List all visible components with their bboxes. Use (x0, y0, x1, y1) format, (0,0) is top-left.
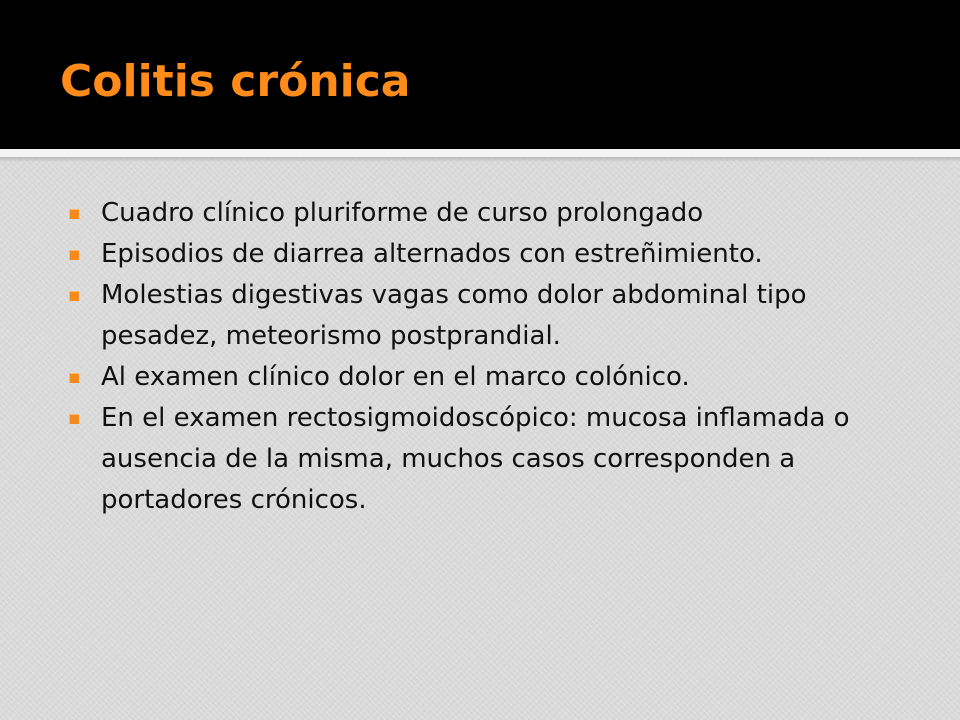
bullet-item (66, 275, 886, 357)
bullet-text: Cuadro clínico pluriforme de curso prolongado (101, 198, 704, 228)
title-divider-shadow (0, 157, 960, 162)
slide-title: Colitis crónica (60, 56, 411, 107)
bullet-text: En el examen rectosigmoidoscópico: mucosa inflamada o ausencia de la misma, muchos casos corresponden a portadores crónicos. (101, 403, 850, 515)
title-divider (0, 149, 960, 157)
square-bullet-icon (69, 414, 79, 424)
square-bullet-icon (69, 373, 79, 383)
bullet-text: Al examen clínico dolor en el marco colónico. (101, 362, 690, 392)
bullet-item (66, 357, 886, 398)
bullet-text: Episodios de diarrea alternados con estreñimiento. (101, 239, 763, 269)
bullet-item (66, 398, 886, 521)
square-bullet-icon (69, 250, 79, 260)
bullet-list (66, 193, 886, 521)
square-bullet-icon (69, 291, 79, 301)
bullet-item (66, 234, 886, 275)
title-bar (0, 0, 960, 149)
bullet-text: Molestias digestivas vagas como dolor abdominal tipo pesadez, meteorismo postprandial. (101, 280, 807, 351)
bullet-item (66, 193, 886, 234)
square-bullet-icon (69, 209, 79, 219)
